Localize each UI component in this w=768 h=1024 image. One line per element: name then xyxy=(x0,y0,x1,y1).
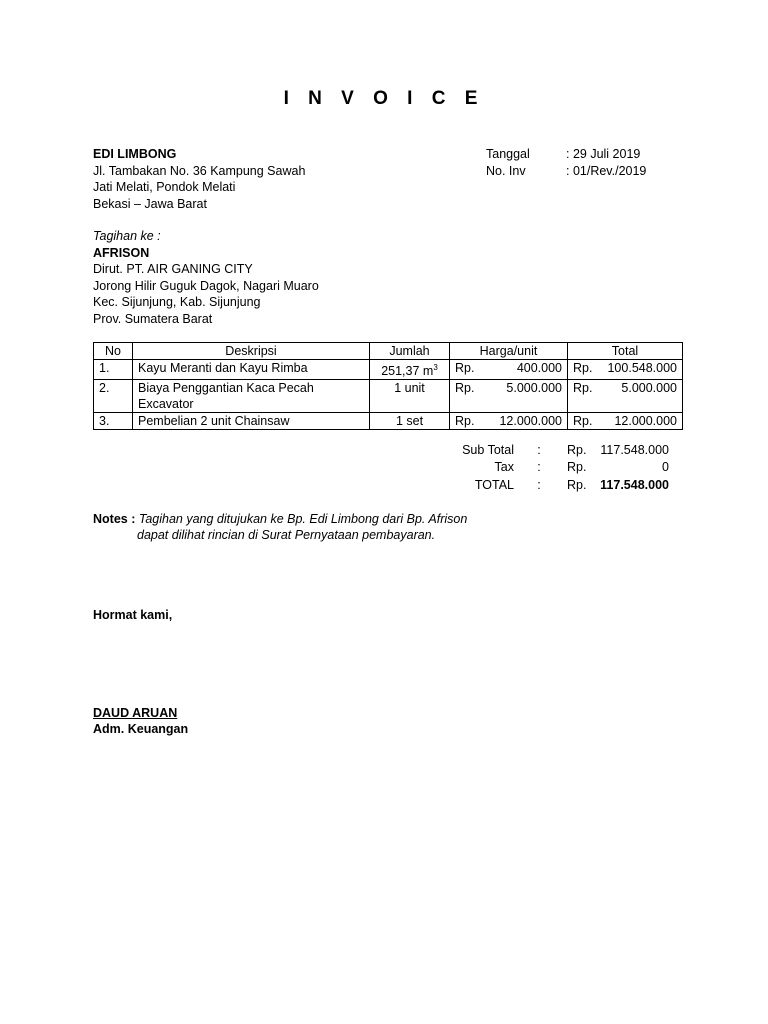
billto-line: Kec. Sijunjung, Kab. Sijunjung xyxy=(93,295,261,309)
sender-name: EDI LIMBONG xyxy=(93,147,177,161)
total-label: TOTAL xyxy=(474,478,514,492)
table-row xyxy=(94,380,683,413)
row-total: Rp. 100.548.000 xyxy=(568,360,683,380)
row-qty: 251,37 $m^3$ xyxy=(370,360,450,380)
sender-address-line: Jati Melati, Pondok Melati xyxy=(93,180,236,194)
invoice-title: I N V O I C E xyxy=(283,88,485,109)
inv-label: No. Inv xyxy=(486,163,526,178)
sender-address-line: Jl. Tambakan No. 36 Kampung Sawah xyxy=(93,163,306,178)
billto-line: Dirut. PT. AIR GANING CITY xyxy=(93,262,253,276)
header-total: Total xyxy=(568,343,683,360)
header-no: No xyxy=(94,343,133,360)
header-deskripsi: Deskripsi xyxy=(133,343,370,360)
header-harga: Harga/unit xyxy=(450,343,568,360)
row-price: Rp. 400.000 xyxy=(450,360,568,380)
row-total: Rp. 5.000.000 xyxy=(568,380,683,413)
tax-colon: : xyxy=(537,460,541,474)
table-row xyxy=(94,360,683,380)
row-no: 2. xyxy=(94,380,133,413)
row-qty: 1 set xyxy=(370,413,450,430)
row-no: 1. xyxy=(94,360,133,380)
row-desc: Kayu Meranti dan Kayu Rimba xyxy=(133,360,370,380)
billto-label: Tagihan ke : xyxy=(93,229,161,243)
row-price: Rp. 12.000.000 xyxy=(450,413,568,430)
notes-line-2: dapat dilihat rincian di Surat Pernyataan pembayaran. xyxy=(137,528,436,542)
subtotal-value: Rp. 117.548.000 xyxy=(567,443,669,457)
row-desc: Biaya Penggantian Kaca Pecah Excavator xyxy=(133,380,370,413)
total-colon: : xyxy=(537,478,541,492)
signer-name: DAUD ARUAN xyxy=(93,706,178,720)
subtotal-colon: : xyxy=(537,443,541,457)
sender-address-line: Bekasi – Jawa Barat xyxy=(93,196,207,211)
invoice-meta-values xyxy=(566,146,646,179)
total-value: Rp. 117.548.000 xyxy=(567,478,669,492)
row-no: 3. xyxy=(94,413,133,430)
billto-block xyxy=(93,228,319,327)
inv-value: : 01/Rev./2019 xyxy=(566,163,647,178)
row-price: Rp. 5.000.000 xyxy=(450,380,568,413)
header-jumlah: Jumlah xyxy=(370,343,450,360)
billto-line: Prov. Sumatera Barat xyxy=(93,311,213,326)
notes-block xyxy=(93,511,467,528)
date-value: : 29 Juli 2019 xyxy=(566,147,641,161)
billto-line: Jorong Hilir Guguk Dagok, Nagari Muaro xyxy=(93,278,319,293)
row-desc: Pembelian 2 unit Chainsaw xyxy=(133,413,370,430)
table-header-row xyxy=(94,343,683,360)
signer-position: Adm. Keuangan xyxy=(93,722,189,736)
subtotal-label: Sub Total xyxy=(462,443,514,457)
billto-name: AFRISON xyxy=(93,245,150,260)
row-total: Rp. 12.000.000 xyxy=(568,413,683,430)
greeting: Hormat kami, xyxy=(93,608,173,622)
invoice-meta xyxy=(486,146,530,179)
tax-value: Rp. 0 xyxy=(567,460,669,474)
sender-block xyxy=(93,146,305,212)
notes-label: Notes : xyxy=(93,512,136,526)
date-label: Tanggal xyxy=(486,147,530,161)
items-table xyxy=(93,342,683,430)
row-qty: 1 unit xyxy=(370,380,450,413)
tax-label: Tax xyxy=(494,460,514,474)
table-row xyxy=(94,413,683,430)
notes-line-1: Tagihan yang ditujukan ke Bp. Edi Limbong dari Bp. Afrison xyxy=(138,512,468,526)
